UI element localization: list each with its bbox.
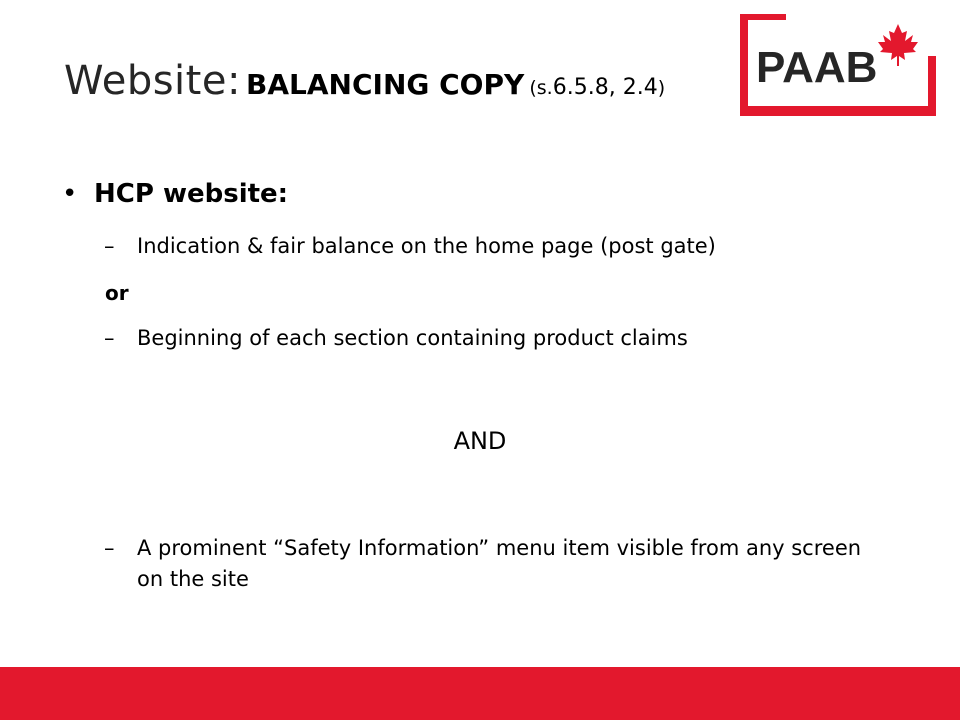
- dash-icon: –: [104, 536, 115, 560]
- title-main: Website:: [64, 58, 241, 104]
- maple-leaf-icon: [878, 24, 918, 66]
- sub-item-text: A prominent “Safety Information” menu item visible from any screen on the site: [137, 536, 862, 591]
- bullet-hcp-website: [62, 179, 288, 209]
- logo-wordmark: PAAB: [756, 43, 878, 92]
- title-ref-number: 6.5.8, 2.4: [552, 75, 658, 100]
- footer-bar: [0, 667, 960, 720]
- sub-item-beginning: [104, 323, 877, 354]
- title-bold: BALANCING COPY: [246, 68, 525, 101]
- sub-item-indication: [104, 231, 877, 262]
- dash-icon: –: [104, 234, 115, 258]
- paab-logo: [738, 12, 938, 120]
- dash-icon: –: [104, 326, 115, 350]
- sub-item-text: Beginning of each section containing product claims: [137, 326, 688, 350]
- and-label: AND: [453, 427, 507, 455]
- title-ref-close: ): [657, 77, 666, 99]
- bullet-heading: HCP website:: [94, 179, 289, 209]
- bullet-dot-icon: •: [62, 179, 78, 209]
- slide-title: [64, 58, 665, 104]
- title-ref-open: (s.: [529, 77, 553, 99]
- sub-item-text: Indication & fair balance on the home page (post gate): [137, 234, 716, 258]
- or-label: or: [105, 281, 129, 305]
- sub-item-safety: [104, 533, 877, 595]
